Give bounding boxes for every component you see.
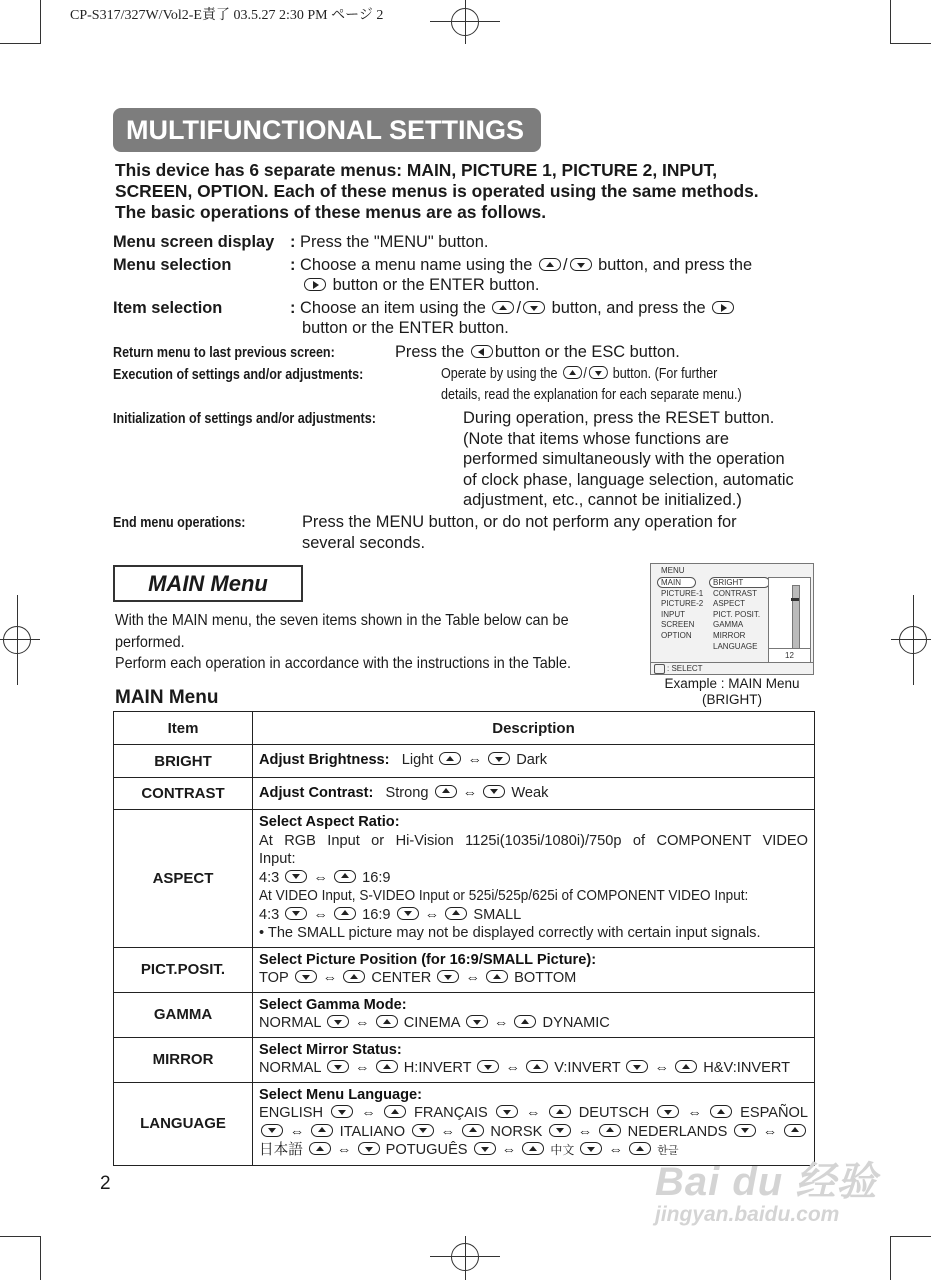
down-button-icon xyxy=(570,258,592,271)
slider-knob xyxy=(791,598,799,601)
down-button-icon xyxy=(285,870,307,883)
op-item-text xyxy=(290,298,736,319)
arrow: ⇔ xyxy=(467,752,483,769)
value: 16:9 xyxy=(362,906,391,923)
op-item xyxy=(113,298,222,319)
watermark xyxy=(655,1150,877,1227)
menu-example-items xyxy=(709,577,770,652)
value: 4:3 xyxy=(259,869,280,886)
desc-heading: Adjust Brightness: xyxy=(259,752,390,769)
op-text: (Note that items whose functions are xyxy=(463,429,730,448)
op-text: button. (For further xyxy=(612,366,718,382)
op-text: button, and press the xyxy=(551,299,706,317)
value: NORMAL xyxy=(259,1015,321,1031)
down-button-icon xyxy=(496,1105,518,1118)
value: 4:3 xyxy=(259,906,280,923)
crop-mark xyxy=(890,0,891,44)
op-label: Item selection xyxy=(113,299,223,317)
main-menu-table xyxy=(113,711,815,1166)
op-exec-line xyxy=(441,364,717,385)
value: Strong xyxy=(385,784,429,801)
down-button-icon xyxy=(477,1060,499,1073)
desc-cell xyxy=(253,947,815,992)
op-text: Press the "MENU" button. xyxy=(300,233,489,251)
arrow: ⇔ xyxy=(313,869,329,886)
op-selection-text xyxy=(290,255,752,276)
up-button-icon xyxy=(784,1124,806,1137)
desc-line: At VIDEO Input, S-VIDEO Input or 525i/525p/625i of COMPONENT VIDEO Input: xyxy=(259,888,749,904)
value: CINEMA xyxy=(403,1015,460,1031)
op-text: of clock phase, language selection, automatic xyxy=(463,470,794,489)
op-item-text-2 xyxy=(302,318,509,339)
desc-note: • The SMALL picture may not be displayed correctly with certain input signals. xyxy=(259,925,761,941)
desc-cell xyxy=(253,810,815,948)
item-cell: BRIGHT xyxy=(114,745,253,778)
desc-heading: Select Gamma Mode: xyxy=(259,996,407,1013)
caption-line: Example : MAIN Menu xyxy=(664,676,800,691)
item-cell: GAMMA xyxy=(114,992,253,1037)
table-row xyxy=(114,745,815,778)
table-row xyxy=(114,778,815,810)
up-button-icon xyxy=(486,970,508,983)
down-button-icon xyxy=(412,1124,434,1137)
op-label: Execution of settings and/or adjustments: xyxy=(113,367,364,383)
desc-line xyxy=(259,969,808,988)
down-button-icon xyxy=(523,301,545,314)
table-row xyxy=(114,1037,815,1082)
arrow: ⇔ xyxy=(608,1142,624,1158)
main-menu-title: MAIN Menu xyxy=(113,565,303,602)
arrow: ⇔ xyxy=(505,1060,521,1076)
intro-line: This device has 6 separate menus: MAIN, PICTURE 1, PICTURE 2, INPUT, xyxy=(115,160,718,180)
menu-example-item: LANGUAGE xyxy=(713,641,758,651)
crop-mark xyxy=(891,43,931,44)
value: ITALIANO xyxy=(339,1123,406,1140)
registration-mark xyxy=(0,639,40,640)
value: NORMAL xyxy=(259,1060,321,1076)
slash: / xyxy=(583,366,587,382)
menu-example-menu-selected: MAIN xyxy=(657,577,696,588)
down-button-icon xyxy=(488,752,510,765)
op-return xyxy=(113,342,371,364)
down-button-icon xyxy=(295,970,317,983)
up-button-icon xyxy=(334,907,356,920)
desc-heading: Adjust Contrast: xyxy=(259,784,374,801)
table-header-row xyxy=(114,712,815,745)
arrow: ⇔ xyxy=(322,970,338,986)
desc-heading: Select Aspect Ratio: xyxy=(259,814,400,830)
desc-heading: Select Menu Language: xyxy=(259,1086,422,1103)
registration-mark xyxy=(899,626,927,654)
right-button-icon xyxy=(304,278,326,291)
op-selection xyxy=(113,255,231,276)
op-screen-display-text xyxy=(290,232,488,253)
registration-mark xyxy=(430,21,500,22)
slash: / xyxy=(516,299,522,317)
item-cell: PICT.POSIT. xyxy=(114,947,253,992)
up-button-icon xyxy=(549,1105,571,1118)
op-text: adjustment, etc., cannot be initialized.) xyxy=(463,491,742,509)
op-exec-text-2 xyxy=(441,385,791,406)
item-cell: LANGUAGE xyxy=(114,1082,253,1165)
op-text: button or the ENTER button. xyxy=(332,276,540,294)
value: ENGLISH xyxy=(259,1105,324,1121)
menu-example-item: CONTRAST xyxy=(713,588,757,598)
print-slug: CP-S317/327W/Vol2-E責了 03.5.27 2:30 PM ページ 2 xyxy=(70,8,384,23)
menu-example-item: MIRROR xyxy=(713,630,746,640)
up-button-icon xyxy=(435,785,457,798)
intro-line: SCREEN, OPTION. Each of these menus is operated using the same methods. xyxy=(115,181,759,201)
registration-mark xyxy=(430,1256,500,1257)
watermark-logo: Bai du 经验 xyxy=(655,1160,878,1204)
op-text: button or the ENTER button. xyxy=(302,319,509,337)
arrow: ⇔ xyxy=(501,1142,517,1158)
up-button-icon xyxy=(445,907,467,920)
crop-mark xyxy=(40,0,41,44)
menu-example-menu: OPTION xyxy=(661,630,692,640)
down-button-icon xyxy=(657,1105,679,1118)
desc-line xyxy=(259,1123,808,1142)
value: H:INVERT xyxy=(403,1060,472,1076)
up-button-icon xyxy=(376,1015,398,1028)
colon: : xyxy=(290,256,296,274)
desc-line: Input: xyxy=(259,851,296,867)
down-button-icon xyxy=(285,907,307,920)
value: NORSK xyxy=(490,1123,543,1140)
menu-example-item-selected: BRIGHT xyxy=(709,577,770,588)
desc-line xyxy=(259,869,808,888)
arrow: ⇔ xyxy=(465,970,481,986)
arrow: ⇔ xyxy=(440,1123,456,1140)
menu-example-menu: PICTURE-2 xyxy=(661,599,704,609)
arrow: ⇔ xyxy=(313,906,329,923)
menu-example-item: ASPECT xyxy=(713,599,746,609)
desc-cell xyxy=(253,992,815,1037)
op-selection-text-2 xyxy=(302,275,539,296)
header-item: Item xyxy=(114,712,253,745)
menu-example-item: GAMMA xyxy=(713,620,744,630)
menu-example-footer xyxy=(651,662,813,674)
arrow: ⇔ xyxy=(493,1015,509,1031)
value: V:INVERT xyxy=(554,1060,621,1076)
op-text: Choose an item using the xyxy=(300,299,486,317)
value: CENTER xyxy=(371,970,432,986)
arrow: ⇔ xyxy=(336,1142,352,1158)
crop-mark xyxy=(0,43,40,44)
value: 한글 xyxy=(657,1145,679,1157)
item-cell: CONTRAST xyxy=(114,778,253,810)
down-button-icon xyxy=(466,1015,488,1028)
registration-mark xyxy=(3,626,31,654)
op-text: details, read the explanation for each separate menu.) xyxy=(441,387,742,403)
crop-mark xyxy=(40,1236,41,1280)
desc-line xyxy=(259,1104,808,1123)
op-text: button, and press the xyxy=(598,256,753,274)
down-button-icon xyxy=(437,970,459,983)
menu-example-menus xyxy=(657,577,703,642)
registration-mark xyxy=(891,639,931,640)
menu-example-menu: PICTURE-1 xyxy=(661,588,704,598)
desc-line xyxy=(259,1059,808,1078)
desc-line: With the MAIN menu, the seven items shown in the Table below can be xyxy=(115,612,569,629)
op-label: Menu screen display xyxy=(113,233,275,251)
op-label: Return menu to last previous screen: xyxy=(113,345,335,361)
op-text: During operation, press the RESET button. xyxy=(463,409,775,427)
menu-example-screen xyxy=(650,563,814,675)
down-button-icon xyxy=(549,1124,571,1137)
desc-heading: Select Picture Position (for 16:9/SMALL Picture): xyxy=(259,951,597,968)
value: FRANÇAIS xyxy=(413,1105,488,1121)
item-cell: MIRROR xyxy=(114,1037,253,1082)
item-cell: ASPECT xyxy=(114,810,253,948)
op-end xyxy=(113,512,267,534)
down-button-icon xyxy=(734,1124,756,1137)
desc-cell xyxy=(253,778,815,810)
op-init xyxy=(113,408,419,430)
op-text: Operate by using the xyxy=(441,366,558,382)
op-text: Press the xyxy=(395,343,465,361)
menu-example-caption xyxy=(650,676,814,708)
op-text: button or the ESC button. xyxy=(494,343,680,361)
intro-line: The basic operations of these menus are as follows. xyxy=(115,202,547,222)
desc-line: Perform each operation in accordance with the instructions in the Table. xyxy=(115,655,571,672)
up-button-icon xyxy=(710,1105,732,1118)
up-button-icon xyxy=(599,1124,621,1137)
up-button-icon xyxy=(384,1105,406,1118)
desc-heading: Select Mirror Status: xyxy=(259,1041,402,1058)
value: H&V:INVERT xyxy=(703,1060,791,1076)
value: NEDERLANDS xyxy=(627,1123,728,1140)
menu-example-title: MENU xyxy=(661,566,685,575)
desc-cell xyxy=(253,745,815,778)
up-button-icon xyxy=(376,1060,398,1073)
up-button-icon xyxy=(514,1015,536,1028)
arrow: ⇔ xyxy=(577,1123,593,1140)
op-exec-text xyxy=(441,364,762,385)
arrow: ⇔ xyxy=(525,1105,541,1121)
op-label: End menu operations: xyxy=(113,515,246,531)
value: POTUGUÊS xyxy=(385,1142,468,1158)
down-button-icon xyxy=(327,1060,349,1073)
down-button-icon xyxy=(358,1142,380,1155)
right-button-icon xyxy=(712,301,734,314)
desc-line xyxy=(259,906,808,925)
op-label: Initialization of settings and/or adjustments: xyxy=(113,411,376,427)
brightness-slider xyxy=(768,577,811,663)
value: DEUTSCH xyxy=(578,1105,650,1121)
watermark-url: jingyan.baidu.com xyxy=(655,1203,840,1226)
slider-value: 12 xyxy=(769,648,810,662)
desc-line: performed. xyxy=(115,633,185,651)
arrow: ⇔ xyxy=(654,1060,670,1076)
up-button-icon xyxy=(492,301,514,314)
op-exec xyxy=(113,364,404,386)
down-button-icon xyxy=(580,1142,602,1155)
down-button-icon xyxy=(474,1142,496,1155)
up-button-icon xyxy=(334,870,356,883)
op-text: performed simultaneously with the operation xyxy=(463,450,785,468)
desc-line: At RGB Input or Hi-Vision 1125i(1035i/1080i)/750p of COMPONENT VIDEO xyxy=(259,832,808,849)
value: BOTTOM xyxy=(514,970,577,986)
page-number: 2 xyxy=(100,1173,111,1194)
menu-example-menu: INPUT xyxy=(661,609,685,619)
left-button-icon xyxy=(471,345,493,358)
header-description: Description xyxy=(253,712,815,745)
up-button-icon xyxy=(539,258,561,271)
value: ESPAÑOL xyxy=(740,1105,808,1121)
table-row xyxy=(114,992,815,1037)
footer-text: : SELECT xyxy=(667,664,703,673)
value: Light xyxy=(401,752,434,769)
up-button-icon xyxy=(311,1124,333,1137)
value: 中文 xyxy=(550,1143,575,1157)
up-button-icon xyxy=(462,1124,484,1137)
up-button-icon xyxy=(563,366,582,379)
op-text: Choose a menu name using the xyxy=(300,256,533,274)
up-button-icon xyxy=(629,1142,651,1155)
down-button-icon xyxy=(626,1060,648,1073)
down-button-icon xyxy=(261,1124,283,1137)
up-button-icon xyxy=(675,1060,697,1073)
slider-track xyxy=(792,585,800,649)
value: 日本語 xyxy=(259,1142,303,1158)
up-button-icon xyxy=(309,1142,331,1155)
op-label: Menu selection xyxy=(113,256,232,274)
registration-mark xyxy=(451,8,479,36)
colon: : xyxy=(290,233,296,251)
arrow: ⇔ xyxy=(462,784,478,801)
up-button-icon xyxy=(522,1142,544,1155)
crop-mark xyxy=(0,1236,40,1237)
down-button-icon xyxy=(589,366,608,379)
value: 16:9 xyxy=(362,869,391,886)
op-return-text xyxy=(395,342,680,363)
op-text: Press the MENU button, or do not perform any operation for xyxy=(302,513,737,531)
arrow: ⇔ xyxy=(355,1060,370,1076)
table-heading: MAIN Menu xyxy=(115,687,219,708)
op-screen-display xyxy=(113,232,274,253)
up-button-icon xyxy=(526,1060,548,1073)
desc-line xyxy=(259,1014,808,1033)
caption-line: (BRIGHT) xyxy=(702,692,762,707)
value: Weak xyxy=(511,784,549,801)
op-init-text xyxy=(463,408,794,511)
table-row xyxy=(114,947,815,992)
registration-mark xyxy=(451,1243,479,1271)
down-button-icon xyxy=(397,907,419,920)
down-button-icon xyxy=(331,1105,353,1118)
value: TOP xyxy=(259,970,289,986)
main-menu-description xyxy=(115,610,625,675)
intro-text xyxy=(115,160,835,223)
table-row xyxy=(114,810,815,948)
arrow: ⇔ xyxy=(424,906,440,923)
up-button-icon xyxy=(439,752,461,765)
op-text: several seconds. xyxy=(302,533,425,552)
down-button-icon xyxy=(483,785,505,798)
value: Dark xyxy=(516,752,548,769)
up-button-icon xyxy=(343,970,365,983)
arrow: ⇔ xyxy=(355,1015,370,1031)
desc-cell xyxy=(253,1037,815,1082)
crop-mark xyxy=(891,1236,931,1237)
colon: : xyxy=(290,299,296,317)
select-icon xyxy=(654,664,665,674)
op-end-text xyxy=(302,512,737,553)
section-title: MULTIFUNCTIONAL SETTINGS xyxy=(113,108,541,152)
arrow: ⇔ xyxy=(361,1105,376,1121)
arrow: ⇔ xyxy=(762,1123,778,1140)
crop-mark xyxy=(890,1236,891,1280)
arrow: ⇔ xyxy=(687,1105,702,1121)
value: DYNAMIC xyxy=(542,1015,610,1031)
menu-example-item: PICT. POSIT. xyxy=(713,609,761,619)
down-button-icon xyxy=(327,1015,349,1028)
slash: / xyxy=(562,256,568,274)
menu-example-menu: SCREEN xyxy=(661,620,695,630)
value: SMALL xyxy=(473,906,522,923)
arrow: ⇔ xyxy=(289,1123,305,1140)
